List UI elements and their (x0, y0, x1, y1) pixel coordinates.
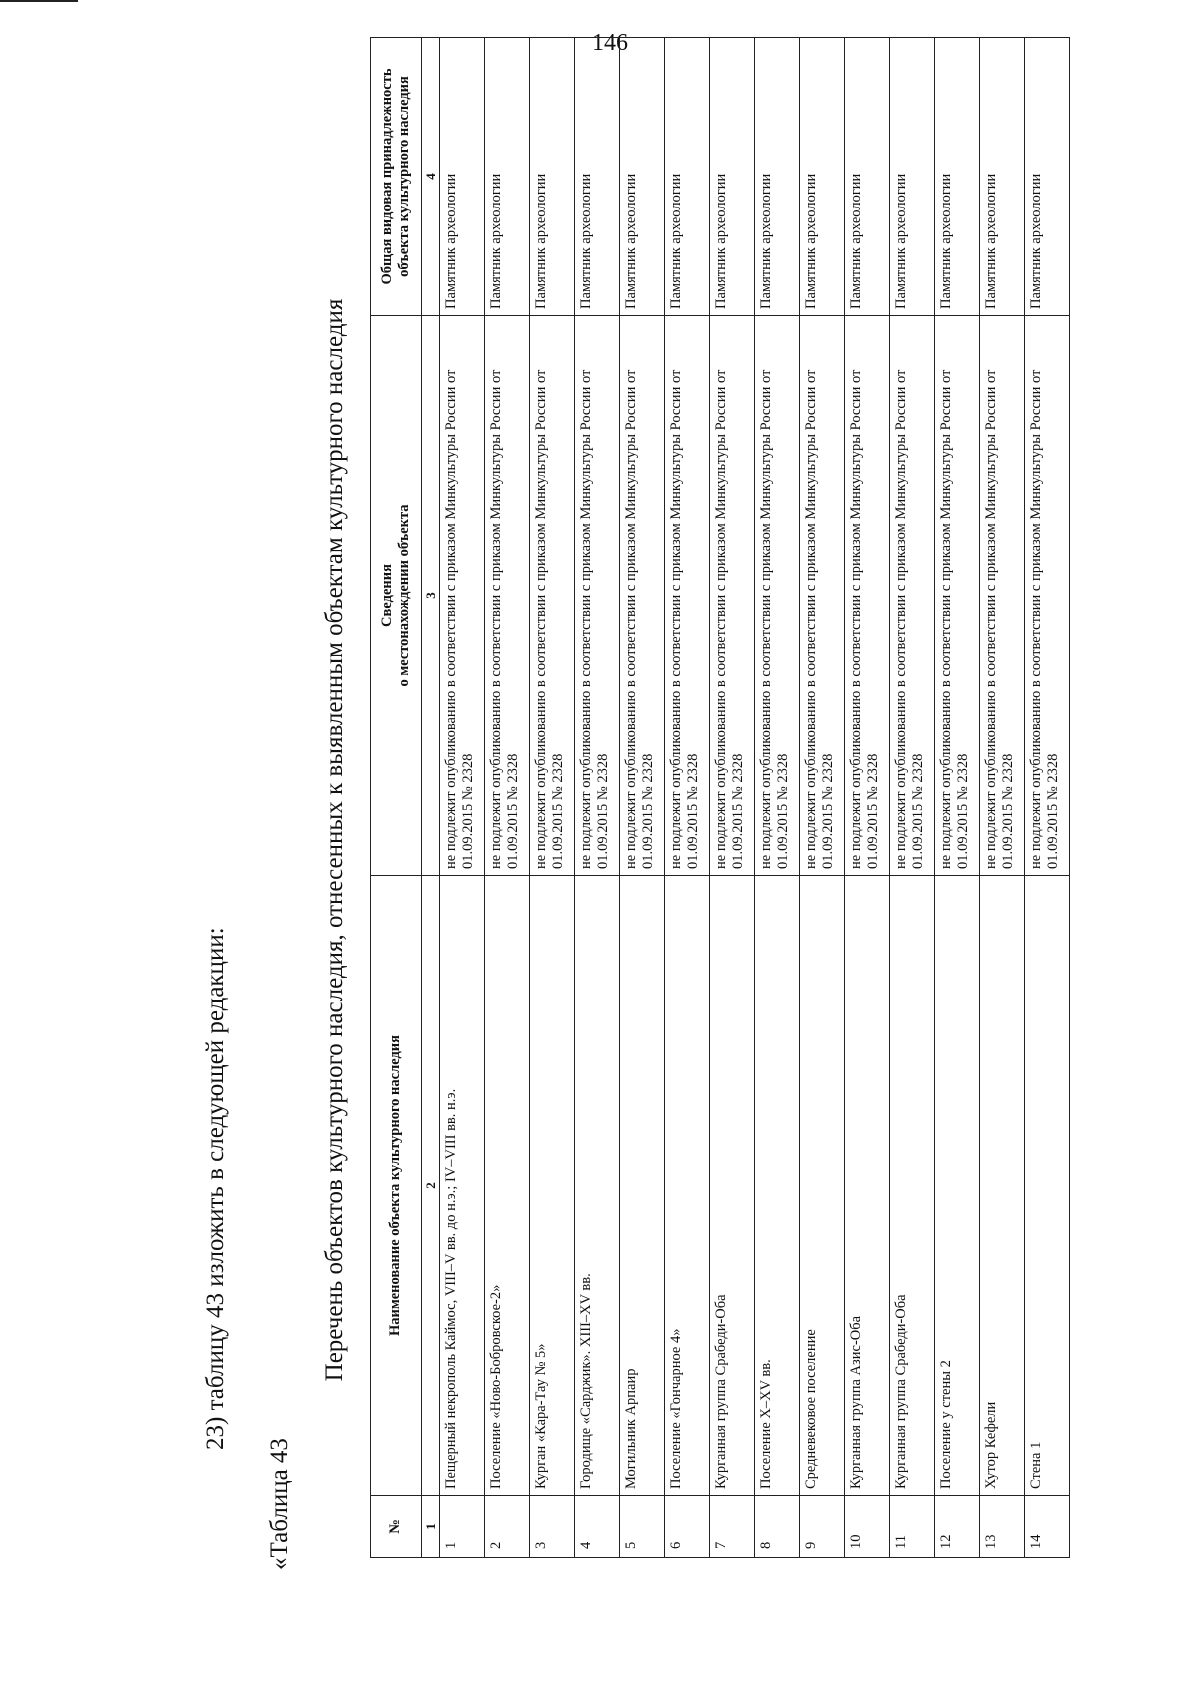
cell-location: не подлежит опубликованию в соответствии с приказом Минкультуры России от 01.09.2015 № 2328 (620, 316, 665, 876)
cell-location: не подлежит опубликованию в соответствии с приказом Минкультуры России от 01.09.2015 № 2328 (1025, 316, 1070, 876)
header-location-line1: Сведения (378, 564, 395, 627)
table-row (575, 38, 620, 1558)
cell-type: Памятник археологии (1025, 38, 1070, 316)
cell-name: Курганная группа Срабеди-Оба (710, 876, 755, 1496)
cell-location: не подлежит опубликованию в соответствии с приказом Минкультуры России от 01.09.2015 № 2328 (935, 316, 980, 876)
table-body (440, 38, 1070, 1558)
table-title: Перечень объектов культурного наследия, отнесенных к выявленным объектам культурного наследия (321, 298, 348, 1382)
cell-num: 2 (485, 1496, 530, 1558)
cell-type: Памятник археологии (440, 38, 485, 316)
cell-type: Памятник археологии (665, 38, 710, 316)
cell-name: Поселение «Ново-Бобровское-2» (485, 876, 530, 1496)
table-row (980, 38, 1025, 1558)
table-row (665, 38, 710, 1558)
cell-type: Памятник археологии (980, 38, 1025, 316)
cell-num: 3 (530, 1496, 575, 1558)
table-row (890, 38, 935, 1558)
cell-location: не подлежит опубликованию в соответствии с приказом Минкультуры России от 01.09.2015 № 2328 (440, 316, 485, 876)
cell-name: Поселение X–XV вв. (755, 876, 800, 1496)
header-type-line2: объекта культурного наследия (396, 76, 412, 277)
cell-num: 12 (935, 1496, 980, 1558)
cell-location: не подлежит опубликованию в соответствии с приказом Минкультуры России от 01.09.2015 № 2328 (575, 316, 620, 876)
cell-type: Памятник археологии (845, 38, 890, 316)
cell-name: Средневековое поселение (800, 876, 845, 1496)
cell-type: Памятник археологии (890, 38, 935, 316)
cell-name: Городище «Сарджик». XIII–XV вв. (575, 876, 620, 1496)
cell-location: не подлежит опубликованию в соответствии с приказом Минкультуры России от 01.09.2015 № 2328 (800, 316, 845, 876)
cell-num: 11 (890, 1496, 935, 1558)
table-row (755, 38, 800, 1558)
cell-name: Курганная группа Азис-Оба (845, 876, 890, 1496)
cell-location: не подлежит опубликованию в соответствии с приказом Минкультуры России от 01.09.2015 № 2328 (530, 316, 575, 876)
table-row (440, 38, 485, 1558)
cell-type: Памятник археологии (710, 38, 755, 316)
cell-name: Поселение «Гончарное 4» (665, 876, 710, 1496)
cell-location: не подлежит опубликованию в соответствии с приказом Минкультуры России от 01.09.2015 № 2328 (890, 316, 935, 876)
header-name: Наименование объекта культурного наследия (371, 876, 422, 1496)
cell-num: 6 (665, 1496, 710, 1558)
table-row (935, 38, 980, 1558)
cell-name: Курганная группа Срабеди-Оба (890, 876, 935, 1496)
cell-type: Памятник археологии (485, 38, 530, 316)
header-num: № (371, 1496, 422, 1558)
column-number-row (422, 38, 440, 1558)
cell-name: Пещерный некрополь Каймос, VIII–V вв. до н.э.; IV–VIII вв. н.э. (440, 876, 485, 1496)
cell-name: Могильник Арпаир (620, 876, 665, 1496)
table-row (1025, 38, 1070, 1558)
header-location (371, 316, 422, 876)
table-row (800, 38, 845, 1558)
column-number: 2 (422, 876, 440, 1496)
cell-name: Хутор Кефели (980, 876, 1025, 1496)
heritage-table (370, 37, 1070, 1558)
rotated-page-content (80, 20, 1200, 1620)
cell-num: 9 (800, 1496, 845, 1558)
column-number: 4 (422, 38, 440, 316)
cell-num: 8 (755, 1496, 800, 1558)
cell-type: Памятник археологии (530, 38, 575, 316)
cell-location: не подлежит опубликованию в соответствии с приказом Минкультуры России от 01.09.2015 № 2328 (845, 316, 890, 876)
table-row (530, 38, 575, 1558)
cell-num: 14 (1025, 1496, 1070, 1558)
cell-type: Памятник археологии (620, 38, 665, 316)
cell-type: Памятник археологии (575, 38, 620, 316)
table-row (485, 38, 530, 1558)
column-number: 3 (422, 316, 440, 876)
header-type-line1: Общая видовая принадлежность (378, 68, 395, 285)
header-row (371, 38, 422, 1558)
intro-text: 23) таблицу 43 изложить в следующей редакции: (202, 927, 229, 1450)
cell-num: 7 (710, 1496, 755, 1558)
cell-num: 10 (845, 1496, 890, 1558)
cell-num: 5 (620, 1496, 665, 1558)
cell-location: не подлежит опубликованию в соответствии с приказом Минкультуры России от 01.09.2015 № 2328 (665, 316, 710, 876)
cell-name: Стена 1 (1025, 876, 1070, 1496)
table-row (620, 38, 665, 1558)
cell-name: Курган «Кара-Тау № 5» (530, 876, 575, 1496)
page-number: 146 (592, 30, 628, 56)
cell-num: 1 (440, 1496, 485, 1558)
cell-location: не подлежит опубликованию в соответствии с приказом Минкультуры России от 01.09.2015 № 2328 (755, 316, 800, 876)
header-location-line2: о местонахождении объекта (396, 504, 412, 687)
cell-type: Памятник археологии (755, 38, 800, 316)
cell-name: Поселение у стены 2 (935, 876, 980, 1496)
table-row (845, 38, 890, 1558)
corner-mark (0, 0, 78, 2)
cell-num: 13 (980, 1496, 1025, 1558)
cell-location: не подлежит опубликованию в соответствии с приказом Минкультуры России от 01.09.2015 № 2328 (710, 316, 755, 876)
cell-location: не подлежит опубликованию в соответствии с приказом Минкультуры России от 01.09.2015 № 2328 (485, 316, 530, 876)
cell-location: не подлежит опубликованию в соответствии с приказом Минкультуры России от 01.09.2015 № 2328 (980, 316, 1025, 876)
cell-type: Памятник археологии (935, 38, 980, 316)
table-row (710, 38, 755, 1558)
header-type (371, 38, 422, 316)
column-number: 1 (422, 1496, 440, 1558)
cell-type: Памятник археологии (800, 38, 845, 316)
table-label: «Таблица 43 (266, 1438, 293, 1570)
cell-num: 4 (575, 1496, 620, 1558)
